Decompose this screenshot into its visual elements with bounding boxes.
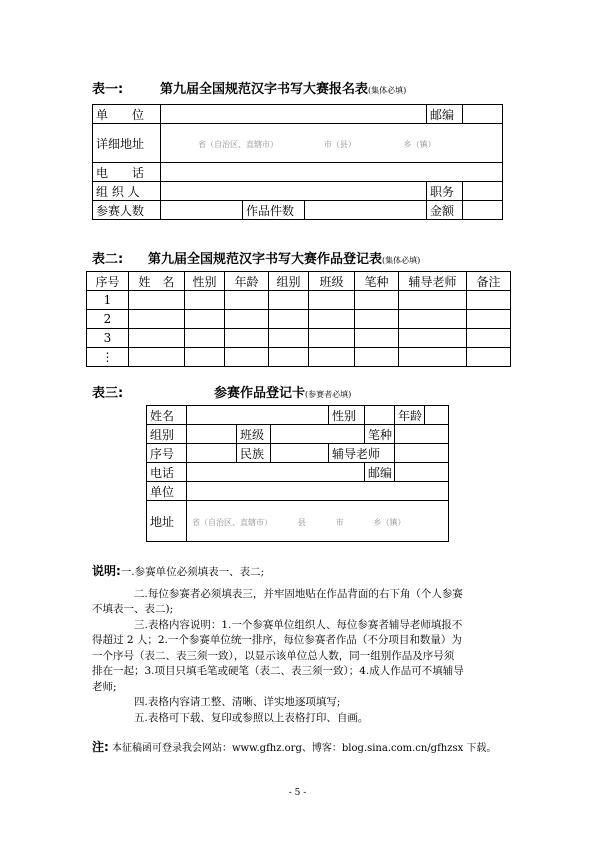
t1-count-label: 参赛人数 <box>93 201 161 220</box>
note-line: 排在一起；3.项目只填毛笔或硬笔（表二、表三须一致）；4.成人作品可不填辅导 <box>92 665 464 677</box>
note-line: 五.表格可下载、复印或参照以上表格打印、自画。 <box>134 711 369 724</box>
t2-cell[interactable] <box>269 310 309 329</box>
table3-note: (参赛者必填) <box>305 390 352 399</box>
t3-unit-label: 单位 <box>147 482 187 501</box>
notes-label: 说明: <box>92 564 121 578</box>
t3-phone-label: 电话 <box>147 463 187 482</box>
t2-header: 组别 <box>269 272 309 291</box>
t2-cell[interactable] <box>225 310 269 329</box>
t3-ethnic-value[interactable] <box>271 444 329 463</box>
registration-table <box>92 104 503 220</box>
table2-label: 表二: <box>92 252 124 267</box>
table-row <box>87 291 511 310</box>
t2-header: 备注 <box>467 272 511 291</box>
t1-unit-value[interactable] <box>161 105 427 124</box>
t3-addr-town: 乡（镇） <box>373 518 406 527</box>
t2-cell[interactable] <box>129 348 185 367</box>
t2-header: 笔种 <box>355 272 399 291</box>
t2-row-index: 3 <box>87 329 129 348</box>
table-row <box>87 329 511 348</box>
page-number: - 5 - <box>288 788 307 798</box>
table1-title-text: 第九届全国规范汉字书写大赛报名表 <box>160 82 369 97</box>
footer-label: 注: <box>92 740 109 754</box>
t2-cell[interactable] <box>185 291 225 310</box>
table3-title-text: 参赛作品登记卡 <box>214 386 306 401</box>
table1-note: (集体必填) <box>368 86 407 95</box>
t3-email-value[interactable] <box>395 463 449 482</box>
note-line: 二.每位参赛者必须填表三，并牢固地贴在作品背面的右下角（个人参赛 <box>134 587 463 600</box>
t2-header: 序号 <box>87 272 129 291</box>
table-row <box>87 310 511 329</box>
table3-title <box>214 382 351 401</box>
t3-pen-label: 笔种 <box>365 425 395 444</box>
t3-seq-label: 序号 <box>147 444 187 463</box>
t2-cell[interactable] <box>309 291 355 310</box>
t2-header: 年龄 <box>225 272 269 291</box>
t1-phone-label: 电 话 <box>93 163 161 182</box>
t2-cell[interactable] <box>269 348 309 367</box>
footer-note <box>92 738 496 755</box>
t1-addr-prov: 省（自治区、直辖市） <box>198 140 278 149</box>
note-line: 一个序号（表二、表三须一致），以显示该单位总人数，同一组别作品及序号须 <box>92 649 455 662</box>
t3-group-label: 组别 <box>147 425 187 444</box>
t3-address-label: 地址 <box>147 501 187 542</box>
t3-age-label: 年龄 <box>395 406 425 425</box>
t2-cell[interactable] <box>225 329 269 348</box>
t3-age-value[interactable] <box>425 406 449 425</box>
t1-post-label: 职务 <box>427 182 463 201</box>
t3-gender-label: 性别 <box>329 406 365 425</box>
t1-org-label: 组 织 人 <box>93 182 161 201</box>
t3-tutor-value[interactable] <box>395 444 449 463</box>
t1-email-label: 邮编 <box>427 105 463 124</box>
t1-post-value[interactable] <box>463 182 503 201</box>
t3-name-label: 姓名 <box>147 406 187 425</box>
t3-addr-prov: 省（自治区、直辖市） <box>192 518 272 527</box>
t2-row-index: ⋮ <box>87 348 129 367</box>
t3-gender-value[interactable] <box>365 406 395 425</box>
t3-phone-value[interactable] <box>187 463 365 482</box>
t3-tutor-label: 辅导老师 <box>329 444 395 463</box>
t2-cell[interactable] <box>185 348 225 367</box>
t1-address-label: 详细地址 <box>93 124 161 163</box>
t3-address-value[interactable] <box>187 501 449 542</box>
table2-title <box>148 248 420 267</box>
t3-addr-county: 县 <box>297 518 306 527</box>
t1-count-value[interactable] <box>161 201 243 220</box>
t3-ethnic-label: 民族 <box>237 444 271 463</box>
t2-cell[interactable] <box>467 310 511 329</box>
t1-amount-label: 金额 <box>427 201 463 220</box>
t3-class-value[interactable] <box>271 425 365 444</box>
t2-cell[interactable] <box>185 329 225 348</box>
t1-works-value[interactable] <box>305 201 427 220</box>
t1-org-value[interactable] <box>161 182 427 201</box>
entry-card-table <box>146 405 449 542</box>
table3-label: 表三: <box>92 386 124 401</box>
t2-cell[interactable] <box>355 329 399 348</box>
t2-header: 辅导老师 <box>399 272 467 291</box>
table-row <box>87 348 511 367</box>
t2-cell[interactable] <box>309 348 355 367</box>
t1-addr-city: 市（县） <box>323 140 356 149</box>
t2-cell[interactable] <box>399 348 467 367</box>
t3-email-label: 邮编 <box>365 463 395 482</box>
t3-unit-value[interactable] <box>187 482 449 501</box>
t2-cell[interactable] <box>225 291 269 310</box>
works-table <box>86 271 511 367</box>
t2-cell[interactable] <box>129 329 185 348</box>
note-line: 老师; <box>92 680 117 693</box>
t2-header-row <box>87 272 511 291</box>
t2-cell[interactable] <box>129 291 185 310</box>
t1-phone-value[interactable] <box>161 163 503 182</box>
note-line: 一.参赛单位必须填表一、表二; <box>120 566 265 578</box>
t1-works-label: 作品件数 <box>243 201 305 220</box>
t2-cell[interactable] <box>467 329 511 348</box>
t2-header: 性别 <box>185 272 225 291</box>
notes-section <box>92 564 512 726</box>
t3-addr-city: 市 <box>335 518 344 527</box>
t2-cell[interactable] <box>399 291 467 310</box>
t3-group-value[interactable] <box>187 425 237 444</box>
t2-row-index: 1 <box>87 291 129 310</box>
t2-cell[interactable] <box>399 329 467 348</box>
t2-header: 姓 名 <box>129 272 185 291</box>
table2-note: (集体必填) <box>382 256 421 265</box>
t2-cell[interactable] <box>467 291 511 310</box>
t2-cell[interactable] <box>129 310 185 329</box>
t2-cell[interactable] <box>225 348 269 367</box>
t2-cell[interactable] <box>355 291 399 310</box>
t3-class-label: 班级 <box>237 425 271 444</box>
t2-cell[interactable] <box>355 310 399 329</box>
t3-name-value[interactable] <box>187 406 329 425</box>
t2-cell[interactable] <box>467 348 511 367</box>
note-line: 不填表一、表二); <box>92 603 174 615</box>
t1-amount-value[interactable] <box>463 201 503 220</box>
t2-cell[interactable] <box>399 310 467 329</box>
t3-pen-value[interactable] <box>395 425 449 444</box>
t2-cell[interactable] <box>269 329 309 348</box>
t2-cell[interactable] <box>309 310 355 329</box>
table1-label: 表一: <box>92 82 124 97</box>
t2-cell[interactable] <box>355 348 399 367</box>
t1-email-value[interactable] <box>463 105 503 124</box>
footer-text: 本征稿函可登录我会网站：www.gfhz.org、博客：blog.sina.com.cn/gfhzsx 下载。 <box>112 743 497 754</box>
table1-title <box>160 78 406 97</box>
t1-address-value[interactable] <box>161 124 503 163</box>
t2-cell[interactable] <box>269 291 309 310</box>
t1-addr-town: 乡（镇） <box>403 140 436 149</box>
t2-row-index: 2 <box>87 310 129 329</box>
note-line: 四.表格内容请工整、清晰、详实地逐项填写; <box>134 696 341 708</box>
t2-cell[interactable] <box>309 329 355 348</box>
t2-cell[interactable] <box>185 310 225 329</box>
t3-seq-value[interactable] <box>187 444 237 463</box>
t2-header: 班级 <box>309 272 355 291</box>
note-line: 得超过 2 人；2.一个参赛单位统一排序，每位参赛者作品（不分项目和数量）为 <box>92 634 462 646</box>
note-line: 三.表格内容说明：1.一个参赛单位组织人、每位参赛者辅导老师填报不 <box>134 618 463 631</box>
table2-title-text: 第九届全国规范汉字书写大赛作品登记表 <box>148 252 383 267</box>
t1-unit-label: 单 位 <box>93 105 161 124</box>
